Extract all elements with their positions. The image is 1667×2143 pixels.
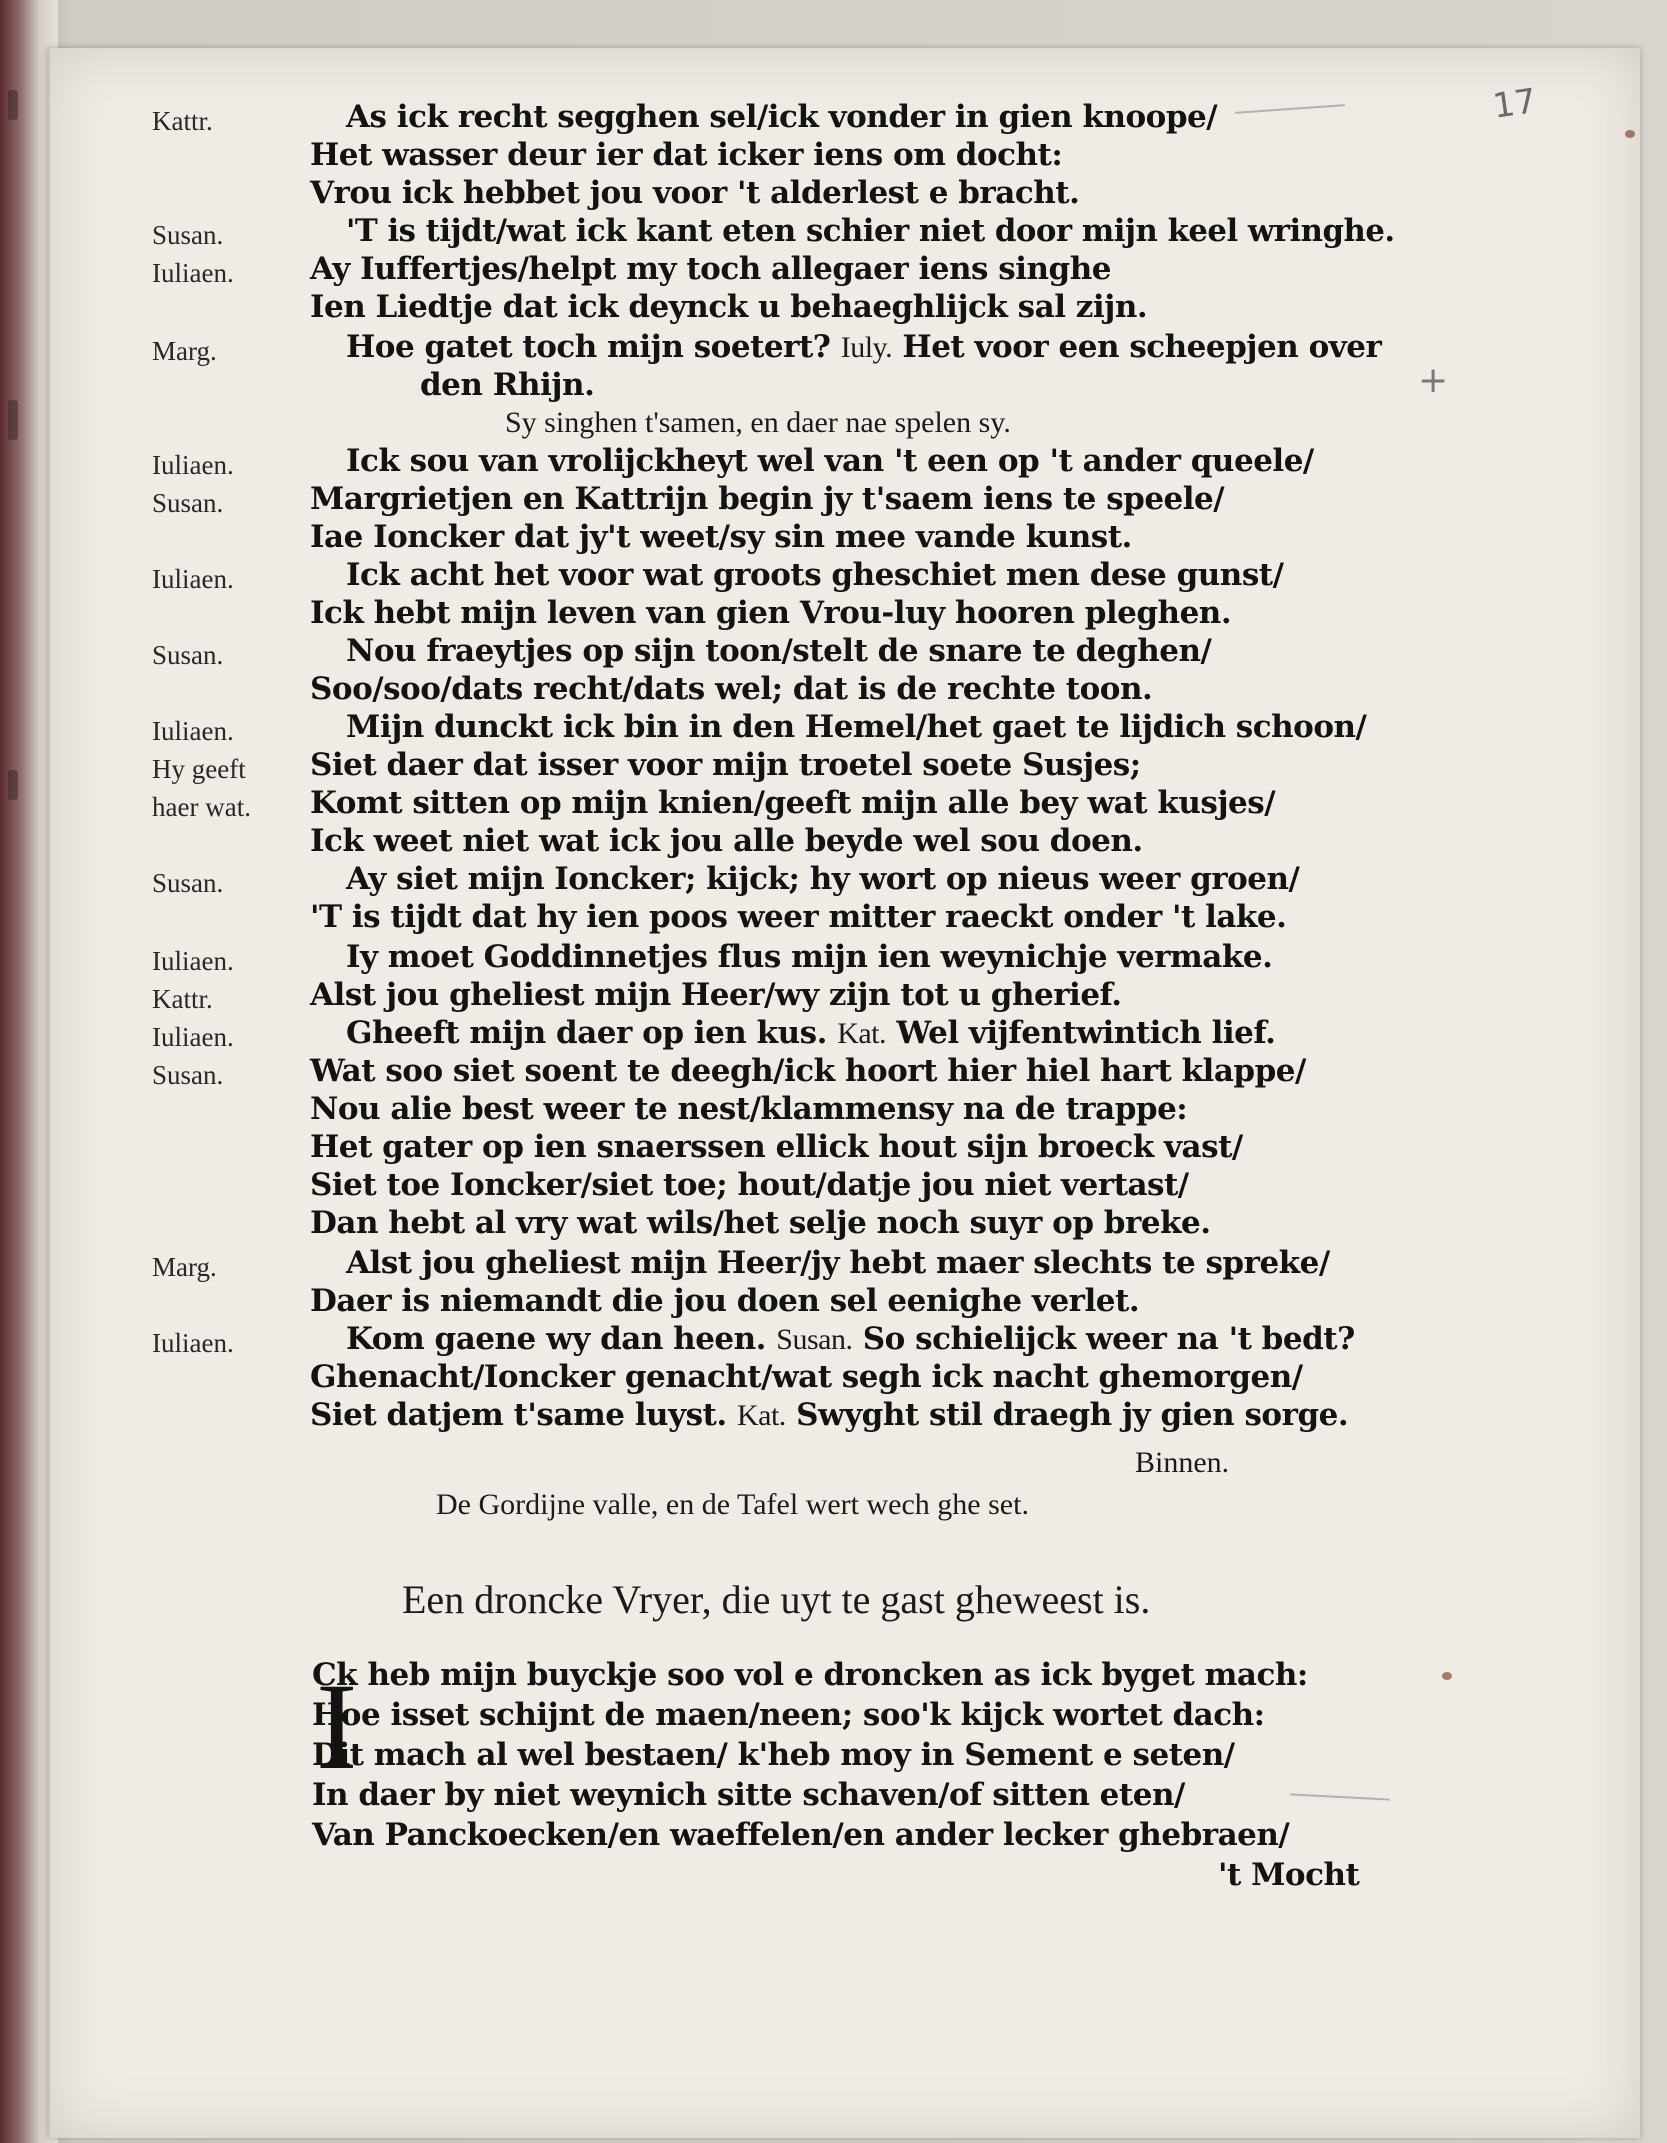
- inline-speaker: Susan.: [776, 1323, 853, 1356]
- verse-text: Ien Liedtje dat ick deynck u behaeghlijck sal zijn.: [310, 289, 1148, 325]
- inline-speaker: Kat.: [736, 1399, 786, 1432]
- drop-capital: I: [316, 1658, 358, 1795]
- verse-text: Het wasser deur ier dat icker iens om docht:: [310, 137, 1063, 173]
- verse-text: Alst jou gheliest mijn Heer/jy hebt maer slechts te spreke/: [346, 1245, 1330, 1281]
- verse-line: [310, 595, 1232, 631]
- verse-line: [346, 861, 1300, 897]
- verse-text: Ay siet mijn Ioncker; kijck; hy wort op nieus weer groen/: [346, 861, 1300, 897]
- speaker-label: Susan.: [152, 220, 224, 250]
- verse-line: [346, 939, 1273, 975]
- speaker-label: Susan.: [152, 868, 224, 898]
- verse-text-continued: So schielijck weer na 't bedt?: [862, 1321, 1355, 1357]
- speaker-label: Marg.: [152, 1252, 217, 1282]
- verse-line: [310, 823, 1143, 859]
- verse-text: In daer by niet weynich sitte schaven/of sitten eten/: [312, 1777, 1185, 1813]
- verse-text: Iae Ioncker dat jy't weet/sy sin mee vande kunst.: [310, 519, 1132, 555]
- verse-line: [310, 1091, 1188, 1127]
- verse-line: [310, 519, 1132, 555]
- verse-line: [310, 251, 1111, 287]
- verse-text: 'T is tijdt/wat ick kant eten schier niet door mijn keel wringhe.: [346, 213, 1395, 249]
- stage-direction: Binnen.: [1135, 1446, 1230, 1479]
- verse-text: Mijn dunckt ick bin in den Hemel/het gaet te lijdich schoon/: [346, 709, 1367, 745]
- verse-line: [312, 1817, 1290, 1853]
- verse-line: [420, 367, 595, 403]
- verse-line: [346, 443, 1314, 479]
- verse-text: Dan hebt al vry wat wils/het selje noch suyr op breke.: [310, 1205, 1211, 1241]
- verse-text: Ck heb mijn buyckje soo vol e droncken as ick byget mach:: [312, 1657, 1308, 1693]
- verse-text: Vrou ick hebbet jou voor 't alderlest e bracht.: [310, 175, 1080, 211]
- verse-line: [310, 747, 1141, 783]
- verse-text: Alst jou gheliest mijn Heer/wy zijn tot u gherief.: [310, 977, 1122, 1013]
- verse-text-continued: Wel vijfentwintich lief.: [896, 1015, 1276, 1051]
- speaker-label: Iuliaen.: [152, 946, 234, 976]
- facing-page-ink-fragment: [8, 90, 18, 120]
- verse-text: Dit mach al wel bestaen/ k'heb moy in Sement e seten/: [312, 1737, 1235, 1773]
- verse-text: Ay Iuffertjes/helpt my toch allegaer iens singhe: [310, 251, 1111, 287]
- speaker-label: haer wat.: [152, 792, 251, 822]
- verse-text: Daer is niemandt die jou doen sel eenighe verlet.: [310, 1283, 1140, 1319]
- speaker-label: Iuliaen.: [152, 716, 234, 746]
- speaker-label: Susan.: [152, 488, 224, 518]
- verse-text: As ick recht segghen sel/ick vonder in gien knoope/: [346, 99, 1218, 135]
- verse-line: [310, 1205, 1211, 1241]
- verse-text: Nou alie best weer te nest/klammensy na de trappe:: [310, 1091, 1188, 1127]
- verse-text: Hoe isset schijnt de maen/neen; soo'k kijck wortet dach:: [312, 1697, 1265, 1733]
- verse-line: [310, 1129, 1243, 1165]
- facing-page-ink-fragment: [8, 770, 18, 800]
- verse-line: [346, 709, 1367, 745]
- verse-text: Ick weet niet wat ick jou alle beyde wel sou doen.: [310, 823, 1143, 859]
- verse-line: [346, 1015, 1276, 1051]
- speaker-label: Iuliaen.: [152, 1328, 234, 1358]
- speaker-label: Iuliaen.: [152, 258, 234, 288]
- speaker-label: Kattr.: [152, 984, 213, 1014]
- verse-text: Gheeft mijn daer op ien kus.: [346, 1015, 827, 1051]
- verse-line: [312, 1657, 1308, 1693]
- verse-line: [346, 557, 1284, 593]
- verse-line: [310, 289, 1148, 325]
- ink-blot: [1625, 130, 1635, 138]
- speaker-label: Iuliaen.: [152, 564, 234, 594]
- verse-text: Hoe gatet toch mijn soetert?: [346, 329, 831, 365]
- speaker-label: Marg.: [152, 336, 217, 366]
- speaker-label: Iuliaen.: [152, 450, 234, 480]
- stage-direction: Sy singhen t'samen, en daer nae spelen sy.: [505, 406, 1011, 439]
- verse-text: Ick acht het voor wat groots gheschiet men dese gunst/: [346, 557, 1284, 593]
- verse-text-continued: Het voor een scheepjen over: [902, 329, 1382, 365]
- verse-line: [312, 1737, 1235, 1773]
- speaker-label: Kattr.: [152, 106, 213, 136]
- stage-direction: De Gordijne valle, en de Tafel wert wech ghe set.: [436, 1488, 1029, 1521]
- verse-text: Komt sitten op mijn knien/geeft mijn alle bey wat kusjes/: [310, 785, 1276, 821]
- verse-text: Ick sou van vrolijckheyt wel van 't een op 't ander queele/: [346, 443, 1314, 479]
- speaker-label: Susan.: [152, 1060, 224, 1090]
- verse-line: [310, 1359, 1303, 1395]
- pencil-mark: +: [1418, 360, 1449, 401]
- verse-text: Ghenacht/Ioncker genacht/wat segh ick nacht ghemorgen/: [310, 1359, 1303, 1395]
- verse-text: Soo/soo/dats recht/dats wel; dat is de rechte toon.: [310, 671, 1153, 707]
- verse-line: [310, 671, 1153, 707]
- speaker-label: Hy geeft: [152, 754, 246, 784]
- verse-text-continued: Swyght stil draegh jy gien sorge.: [796, 1397, 1349, 1433]
- verse-text: Siet daer dat isser voor mijn troetel soete Susjes;: [310, 747, 1141, 783]
- verse-text: Wat soo siet soent te deegh/ick hoort hier hiel hart klappe/: [310, 1053, 1306, 1089]
- ink-blot: [1442, 1672, 1452, 1680]
- verse-line: [310, 1397, 1349, 1433]
- verse-text: Het gater op ien snaerssen ellick hout sijn broeck vast/: [310, 1129, 1243, 1165]
- verse-text: Ick hebt mijn leven van gien Vrou-luy hooren pleghen.: [310, 595, 1232, 631]
- verse-text: Van Panckoecken/en waeffelen/en ander lecker ghebraen/: [312, 1817, 1290, 1853]
- verse-line: [310, 137, 1063, 173]
- verse-line: [346, 633, 1212, 669]
- verse-text: Iy moet Goddinnetjes flus mijn ien weynichje vermake.: [346, 939, 1273, 975]
- verse-text: Nou fraeytjes op sijn toon/stelt de snare te deghen/: [346, 633, 1212, 669]
- verse-line: [310, 1053, 1306, 1089]
- verse-line: [312, 1697, 1265, 1733]
- verse-line: [310, 1283, 1140, 1319]
- verse-text: 'T is tijdt dat hy ien poos weer mitter raeckt onder 't lake.: [310, 899, 1287, 935]
- verse-line: [310, 899, 1287, 935]
- verse-line: [346, 1321, 1355, 1357]
- catchword: 't Mocht: [1218, 1857, 1360, 1893]
- verse-line: [346, 329, 1382, 365]
- verse-line: [310, 481, 1225, 517]
- folio-number: 17: [1490, 81, 1539, 127]
- verse-text: den Rhijn.: [420, 367, 595, 403]
- inline-speaker: Kat.: [837, 1017, 887, 1050]
- verse-line: [312, 1777, 1185, 1813]
- inline-speaker: Iuly.: [840, 331, 893, 364]
- verse-line: [310, 175, 1080, 211]
- verse-line: [346, 213, 1395, 249]
- verse-line: [310, 977, 1122, 1013]
- verse-line: [310, 785, 1276, 821]
- speaker-label: Iuliaen.: [152, 1022, 234, 1052]
- verse-text: Siet toe Ioncker/siet toe; hout/datje jou niet vertast/: [310, 1167, 1189, 1203]
- verse-text: Siet datjem t'same luyst.: [310, 1397, 727, 1433]
- verse-line: [346, 99, 1218, 135]
- verse-text: Kom gaene wy dan heen.: [346, 1321, 766, 1357]
- verse-line: [310, 1167, 1189, 1203]
- speaker-label: Susan.: [152, 640, 224, 670]
- facing-page-ink-fragment: [8, 400, 18, 440]
- verse-text: Margrietjen en Kattrijn begin jy t'saem iens te speele/: [310, 481, 1225, 517]
- section-title: Een droncke Vryer, die uyt te gast gheweest is.: [402, 1577, 1151, 1622]
- verse-line: [346, 1245, 1330, 1281]
